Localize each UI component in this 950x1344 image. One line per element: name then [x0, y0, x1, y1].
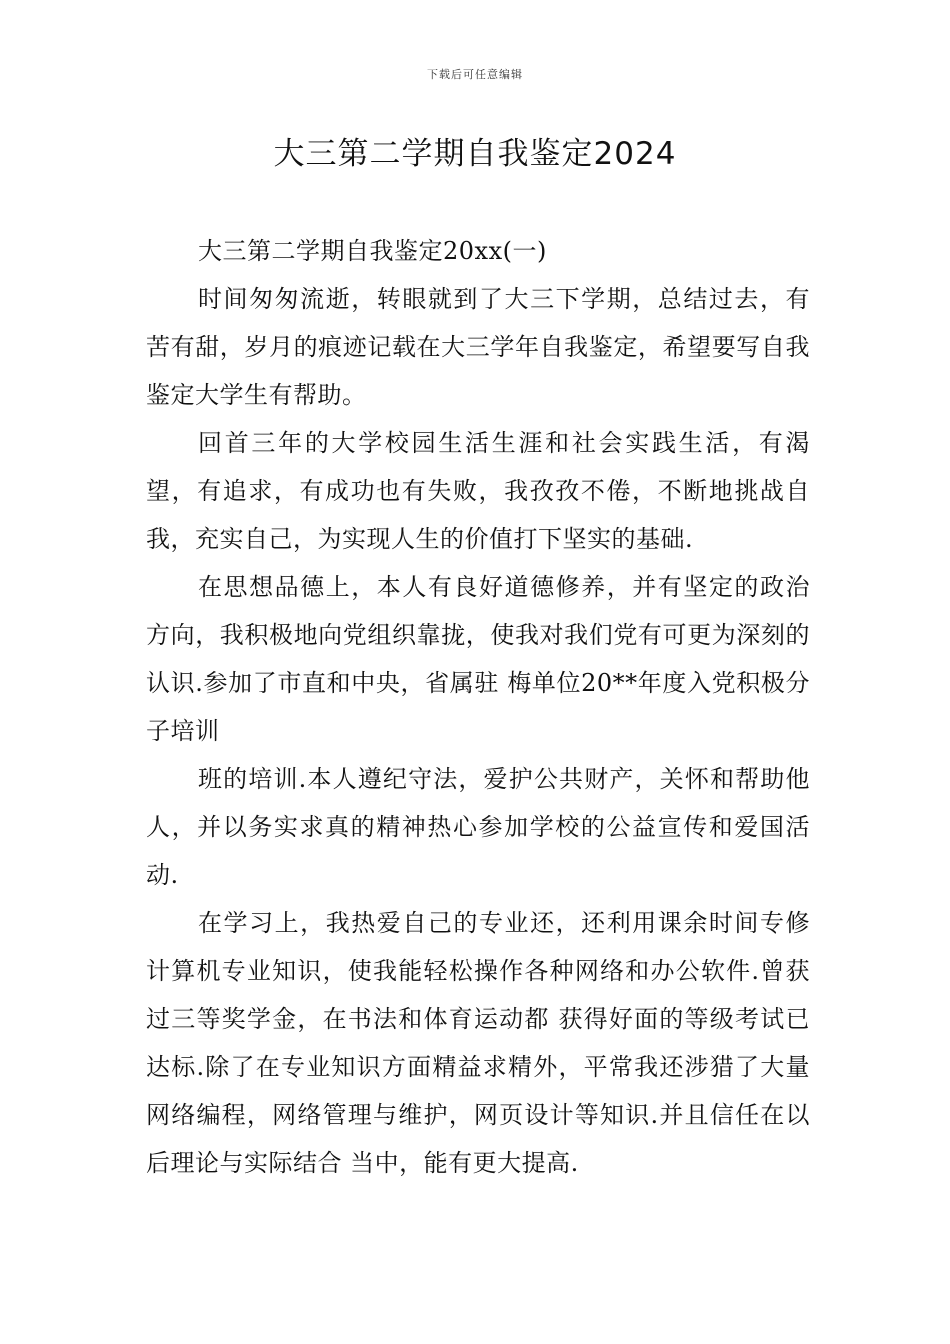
paragraph-subtitle: 大三第二学期自我鉴定20xx(一): [198, 237, 547, 265]
paragraph-morality: 在思想品德上，本人有良好道德修养，并有坚定的政治方向，我积极地向党组织靠拢，使我对我们党有可更为深刻的认识.参加了市直和中央，省属驻 梅单位20**年度入党积极分子培训: [146, 573, 810, 745]
paragraph-training: 班的培训.本人遵纪守法，爱护公共财产，关怀和帮助他人，并以务实求真的精神热心参加学校的公益宣传和爱国活动.: [146, 765, 810, 889]
document-title: 大三第二学期自我鉴定2024: [273, 136, 677, 172]
paragraph-review: 回首三年的大学校园生活生涯和社会实践生活，有渴望，有追求，有成功也有失败，我孜孜不倦，不断地挑战自我，充实自己，为实现人生的价值打下坚实的基础.: [146, 429, 810, 553]
paragraph-study: 在学习上，我热爱自己的专业还，还利用课余时间专修计算机专业知识，使我能轻松操作各种网络和办公软件.曾获过三等奖学金，在书法和体育运动都 获得好面的等级考试已达标.除了在专业知识方面精益求精外，平常我还涉猎了大量网络编程，网络管理与维护，网页设计等知识.并且信任在以后理论与实际结合 当中，能有更大提高.: [146, 909, 810, 1177]
document-body: [146, 227, 810, 1187]
header-note: 下载后可任意编辑: [427, 68, 523, 81]
paragraph-intro: 时间匆匆流逝，转眼就到了大三下学期，总结过去，有苦有甜，岁月的痕迹记载在大三学年自我鉴定，希望要写自我鉴定大学生有帮助。: [146, 285, 810, 409]
